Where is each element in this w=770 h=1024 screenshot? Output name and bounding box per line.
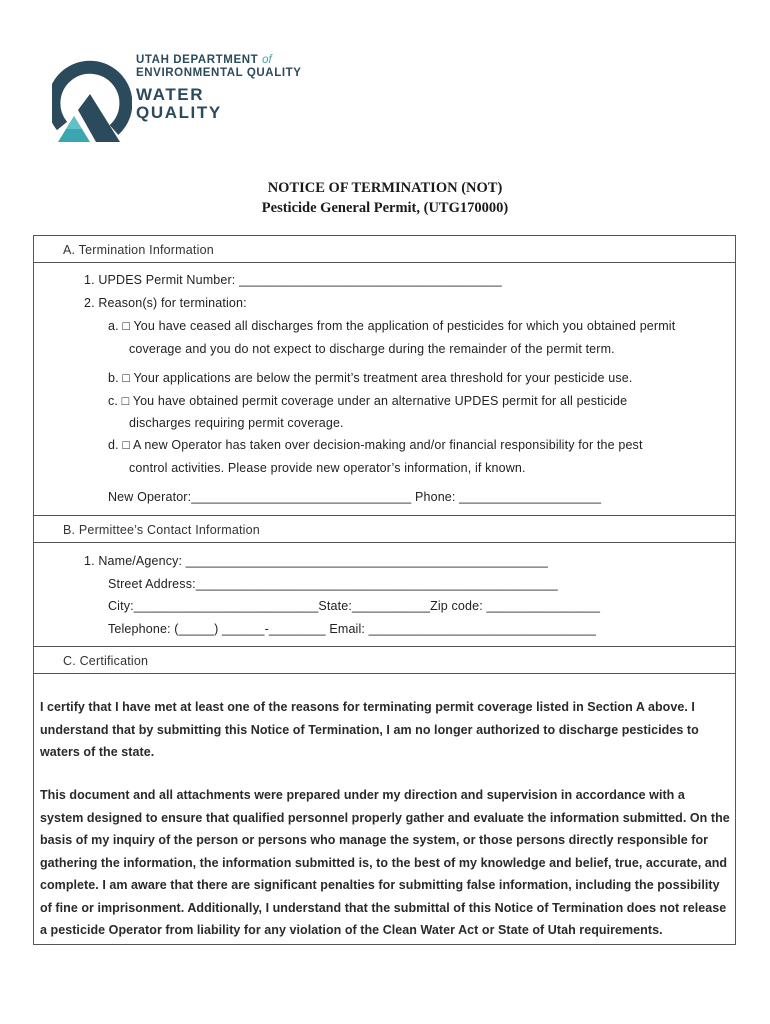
name-agency-field[interactable]: 1. Name/Agency: ___________________________________________________ (84, 554, 548, 568)
reason-d-checkbox[interactable]: d. □ A new Operator has taken over decision-making and/or financial responsibility for the pest (108, 438, 643, 452)
reason-c-checkbox[interactable]: c. □ You have obtained permit coverage under an alternative UPDES permit for all pesticide (108, 394, 628, 408)
city-state-zip-fields[interactable]: City:__________________________State:___________Zip code: ________________ (108, 599, 601, 613)
reasons-label: 2. Reason(s) for termination: (84, 296, 247, 310)
reason-a-checkbox[interactable]: a. □ You have ceased all discharges from the application of pesticides for which you obtained permit (108, 319, 676, 333)
section-c-bottom-border (33, 944, 736, 945)
section-a-right-border (735, 262, 736, 515)
permit-number-field[interactable]: 1. UPDES Permit Number: _____________________________________ (84, 273, 502, 287)
certification-paragraph-1: I certify that I have met at least one of the reasons for terminating permit coverage listed in Section A above. I understand that by submitting this Notice of Termination, I am no longer authorized to discharge pesticides to waters of the state. (40, 700, 699, 759)
street-address-field[interactable]: Street Address:___________________________________________________ (108, 577, 558, 591)
reason-b-checkbox[interactable]: b. □ Your applications are below the permit’s treatment area threshold for your pesticide use. (108, 371, 633, 385)
document-subtitle: Pesticide General Permit, (UTG170000) (261, 200, 509, 216)
section-a-heading: A. Termination Information (33, 235, 736, 263)
section-b-right-border (735, 542, 736, 646)
section-c-left-border (33, 673, 34, 945)
new-operator-phone-fields[interactable]: New Operator:_______________________________ Phone: ____________________ (108, 490, 602, 504)
telephone-email-fields[interactable]: Telephone: (_____) ______-________ Email: ________________________________ (108, 622, 596, 636)
section-b-left-border (33, 542, 34, 646)
logo-line-quality: QUALITY (136, 103, 222, 122)
logo-line-environmental-quality: ENVIRONMENTAL QUALITY (136, 67, 302, 79)
logo-line-water: WATER (136, 85, 205, 104)
document-title: NOTICE OF TERMINATION (NOT) (267, 180, 503, 196)
certification-paragraph-2: This document and all attachments were prepared under my direction and supervision in accordance with a system designed to ensure that qualified personnel properly gather and evaluate the information submitted. On the basis of my inquiry of the person or persons who manage the system, or those persons directly responsible for gathering the information, the information submitted is, to the best of my knowledge and belief, true, accurate, and complete. I am aware that there are significant penalties for submitting false information, including the possibility of fine or imprisonment. Additionally, I understand that the submittal of this Notice of Termination does not release a pesticide Operator from liability for any violation of the Clean Water Act or State of Utah requirements. (40, 788, 730, 937)
reason-a-continued: coverage and you do not expect to discharge during the remainder of the permit term. (129, 342, 615, 356)
section-a-left-border (33, 262, 34, 515)
water-drop-logo-icon (52, 54, 132, 146)
section-b-heading: B. Permittee’s Contact Information (33, 515, 736, 543)
deq-water-quality-logo (52, 54, 302, 146)
section-c-right-border (735, 673, 736, 945)
reason-d-continued: control activities. Please provide new operator’s information, if known. (129, 461, 526, 475)
logo-line-utah-department: UTAH DEPARTMENT of (136, 54, 272, 66)
section-c-heading: C. Certification (33, 646, 736, 674)
reason-c-continued: discharges requiring permit coverage. (129, 416, 344, 430)
